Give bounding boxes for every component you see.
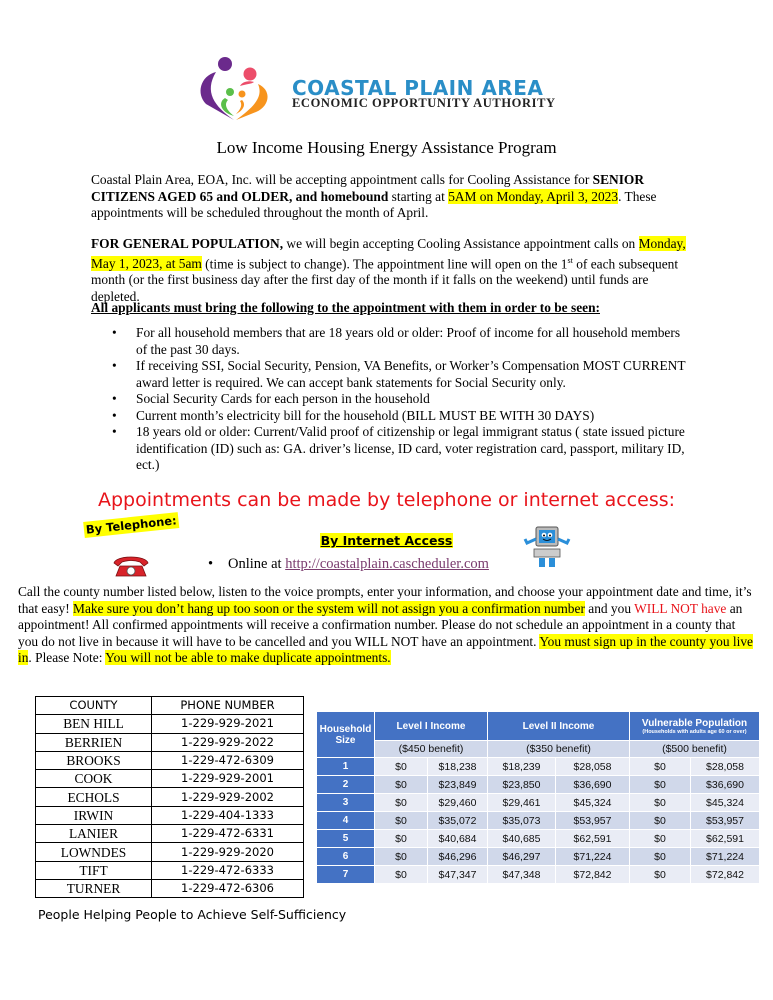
table-header-row bbox=[36, 697, 304, 715]
income-cell: $40,684 bbox=[428, 830, 487, 847]
income-cell: $0 bbox=[375, 866, 427, 883]
income-cell: $0 bbox=[630, 848, 690, 865]
income-cell: $72,842 bbox=[556, 866, 629, 883]
text: Call the county number listed below, listen to the voice prompts, enter your information, and choose your appointment date and time, it’s that easy! bbox=[18, 584, 752, 616]
column-header-household-size: Household Size bbox=[317, 712, 374, 757]
income-cell: $28,058 bbox=[556, 758, 629, 775]
table-row bbox=[36, 825, 304, 843]
highlighted-text: You will not be able to make duplicate appointments. bbox=[105, 650, 391, 665]
income-cell: $71,224 bbox=[691, 848, 759, 865]
telephone-icon bbox=[110, 551, 152, 579]
table-row bbox=[36, 879, 304, 897]
highlighted-text: You must sign up in the county you live in bbox=[18, 633, 753, 665]
column-header-level-2 bbox=[488, 712, 629, 740]
county-phone: 1-229-472-6309 bbox=[152, 751, 304, 769]
senior-announcement-paragraph bbox=[91, 172, 691, 222]
county-phone: 1-229-929-2002 bbox=[152, 788, 304, 806]
bold-text: SENIOR CITIZENS AGED 65 and OLDER, and homebound bbox=[91, 172, 645, 204]
bold-text: FOR GENERAL POPULATION, bbox=[91, 236, 284, 251]
county-name: TIFT bbox=[36, 861, 152, 879]
superscript: st bbox=[567, 255, 573, 265]
requirement-item: • If receiving SSI, Social Security, Pension, VA Benefits, or Worker’s Compensation MOST CURRENT award letter is required. We can accept bank statements for Social Security only. bbox=[112, 358, 692, 391]
computer-mascot-icon bbox=[523, 523, 571, 569]
income-cell: $46,297 bbox=[488, 848, 555, 865]
income-cell: $0 bbox=[630, 830, 690, 847]
income-cell: $23,850 bbox=[488, 776, 555, 793]
benefit-row bbox=[317, 741, 759, 757]
income-cell: $62,591 bbox=[691, 830, 759, 847]
county-table-body bbox=[36, 715, 304, 898]
requirement-item: • Current month’s electricity bill for the household (BILL MUST BE WITH 30 DAYS) bbox=[112, 408, 692, 425]
income-cell: $35,072 bbox=[428, 812, 487, 829]
column-header-vulnerable bbox=[630, 712, 759, 740]
income-cell: $0 bbox=[630, 776, 690, 793]
table-row bbox=[317, 812, 759, 829]
highlighted-text: Make sure you don’t hang up too soon or the system will not assign you a confirmation number bbox=[73, 600, 585, 616]
income-cell: $0 bbox=[630, 812, 690, 829]
income-table-body bbox=[317, 758, 759, 883]
text: (time is subject to change). The appointment line will open on the 1 bbox=[201, 255, 568, 271]
footer-tagline: People Helping People to Achieve Self-Sufficiency bbox=[38, 907, 347, 922]
income-cell: $0 bbox=[630, 866, 690, 883]
table-row bbox=[317, 794, 759, 811]
income-cell: $47,348 bbox=[488, 866, 555, 883]
table-row bbox=[36, 715, 304, 733]
bullet: • bbox=[208, 556, 214, 572]
requirement-item: • Social Security Cards for each person in the household bbox=[112, 391, 692, 408]
income-cell: $45,324 bbox=[556, 794, 629, 811]
online-prefix: Online at bbox=[228, 556, 286, 572]
table-row bbox=[36, 861, 304, 879]
income-cell: $36,690 bbox=[691, 776, 759, 793]
county-phone: 1-229-472-6331 bbox=[152, 825, 304, 843]
income-cell: $47,347 bbox=[428, 866, 487, 883]
county-name: COOK bbox=[36, 770, 152, 788]
income-cell: $0 bbox=[375, 794, 427, 811]
county-phone: 1-229-472-6333 bbox=[152, 861, 304, 879]
income-cell: $18,238 bbox=[428, 758, 487, 775]
group-label: Level I Income bbox=[396, 720, 466, 732]
warning-text: WILL NOT have bbox=[634, 600, 727, 616]
household-size-cell: 3 bbox=[317, 794, 374, 811]
income-cell: $18,239 bbox=[488, 758, 555, 775]
group-label: Vulnerable Population bbox=[641, 717, 748, 729]
income-cell: $28,058 bbox=[691, 758, 759, 775]
logo-subtitle: ECONOMIC OPPORTUNITY AUTHORITY bbox=[292, 96, 556, 110]
by-internet-label bbox=[0, 533, 773, 548]
county-name: LOWNDES bbox=[36, 843, 152, 861]
income-cell: $29,460 bbox=[428, 794, 487, 811]
benefit-level-2: ($350 benefit) bbox=[488, 741, 629, 757]
text: . Please Note: bbox=[28, 650, 106, 665]
table-row bbox=[36, 770, 304, 788]
highlighted-date: Monday, May 1, 2023, at 5am bbox=[91, 236, 686, 271]
column-header-level-1 bbox=[375, 712, 487, 740]
income-cell: $29,461 bbox=[488, 794, 555, 811]
income-cell: $53,957 bbox=[556, 812, 629, 829]
document-title: Low Income Housing Energy Assistance Program bbox=[216, 138, 557, 157]
text: . These appointments will be scheduled throughout the month of April. bbox=[91, 188, 657, 220]
income-cell: $0 bbox=[375, 758, 427, 775]
highlighted-date: 5AM on Monday, April 3, 2023 bbox=[448, 188, 619, 204]
income-cell: $72,842 bbox=[691, 866, 759, 883]
logo-title: COASTAL PLAIN AREA bbox=[292, 76, 544, 100]
general-population-paragraph bbox=[91, 236, 697, 305]
income-cell: $62,591 bbox=[556, 830, 629, 847]
household-size-cell: 4 bbox=[317, 812, 374, 829]
household-size-cell: 2 bbox=[317, 776, 374, 793]
household-size-cell: 5 bbox=[317, 830, 374, 847]
county-phone-table bbox=[35, 696, 304, 898]
column-header-phone: PHONE NUMBER bbox=[152, 697, 304, 715]
income-cell: $0 bbox=[375, 812, 427, 829]
income-cell: $53,957 bbox=[691, 812, 759, 829]
online-line bbox=[208, 556, 489, 573]
county-name: ECHOLS bbox=[36, 788, 152, 806]
text: starting at bbox=[388, 188, 449, 204]
income-cell: $0 bbox=[630, 758, 690, 775]
county-phone: 1-229-404-1333 bbox=[152, 806, 304, 824]
income-cell: $46,296 bbox=[428, 848, 487, 865]
income-cell: $0 bbox=[375, 830, 427, 847]
requirements-list bbox=[112, 325, 692, 474]
table-row bbox=[317, 776, 759, 793]
text: of each subsequent month (or the first business day after the first day of the month if it falls on the weekend) until funds are depleted. bbox=[91, 255, 679, 304]
text: an appointment! All confirmed appointments will receive a confirmation number. Please do not schedule an appointment in a county that you do not live in because it will have to be cancelled and you WILL NOT have an appointment. bbox=[18, 600, 743, 649]
county-name: BROOKS bbox=[36, 751, 152, 769]
income-cell: $45,324 bbox=[691, 794, 759, 811]
table-row bbox=[317, 830, 759, 847]
income-cell: $0 bbox=[375, 848, 427, 865]
income-cell: $71,224 bbox=[556, 848, 629, 865]
county-name: BEN HILL bbox=[36, 715, 152, 733]
table-row bbox=[317, 848, 759, 865]
county-name: BERRIEN bbox=[36, 733, 152, 751]
group-sublabel: (Households with adults age 60 or over) bbox=[642, 728, 747, 735]
table-row bbox=[36, 843, 304, 861]
county-name: TURNER bbox=[36, 879, 152, 897]
income-cell: $0 bbox=[630, 794, 690, 811]
appointments-heading: Appointments can be made by telephone or internet access: bbox=[97, 489, 676, 511]
table-row bbox=[36, 733, 304, 751]
household-size-cell: 1 bbox=[317, 758, 374, 775]
text: and you bbox=[584, 600, 635, 616]
column-header-county: COUNTY bbox=[36, 697, 152, 715]
county-phone: 1-229-929-2021 bbox=[152, 715, 304, 733]
table-row bbox=[317, 866, 759, 883]
by-internet-text: By Internet Access bbox=[320, 533, 453, 548]
group-label: Level II Income bbox=[522, 720, 595, 732]
income-cell: $23,849 bbox=[428, 776, 487, 793]
requirements-heading: All applicants must bring the following to the appointment with them in order to be seen: bbox=[91, 300, 600, 315]
table-row bbox=[36, 751, 304, 769]
income-cell: $0 bbox=[375, 776, 427, 793]
logo-mark-icon bbox=[192, 56, 284, 122]
income-cell: $35,073 bbox=[488, 812, 555, 829]
requirement-item: • 18 years old or older: Current/Valid proof of citizenship or legal immigrant status ( state issued picture identification (ID) such as: GA. driver’s license, ID card, voter registration card, passport, military ID, ect.) bbox=[112, 424, 692, 474]
county-phone: 1-229-929-2001 bbox=[152, 770, 304, 788]
requirement-item: • For all household members that are 18 years old or older: Proof of income for all household members of the past 30 days. bbox=[112, 325, 692, 358]
income-cell: $40,685 bbox=[488, 830, 555, 847]
county-phone: 1-229-929-2022 bbox=[152, 733, 304, 751]
county-phone: 1-229-472-6306 bbox=[152, 879, 304, 897]
county-phone: 1-229-929-2020 bbox=[152, 843, 304, 861]
household-size-cell: 7 bbox=[317, 866, 374, 883]
table-header-row bbox=[317, 712, 759, 740]
scheduler-link[interactable]: http://coastalplain.cascheduler.com bbox=[285, 556, 489, 572]
income-cell: $36,690 bbox=[556, 776, 629, 793]
table-row bbox=[317, 758, 759, 775]
household-size-cell: 6 bbox=[317, 848, 374, 865]
income-guidelines-table bbox=[316, 711, 760, 884]
text: we will begin accepting Cooling Assistance appointment calls on bbox=[283, 236, 639, 251]
text: Coastal Plain Area, EOA, Inc. will be accepting appointment calls for Cooling Assistance for bbox=[91, 172, 593, 187]
by-telephone-text: By Telephone: bbox=[83, 512, 179, 538]
table-row bbox=[36, 806, 304, 824]
benefit-level-1: ($450 benefit) bbox=[375, 741, 487, 757]
county-name: LANIER bbox=[36, 825, 152, 843]
table-row bbox=[36, 788, 304, 806]
instructions-paragraph bbox=[18, 584, 756, 667]
county-name: IRWIN bbox=[36, 806, 152, 824]
benefit-vulnerable: ($500 benefit) bbox=[630, 741, 759, 757]
